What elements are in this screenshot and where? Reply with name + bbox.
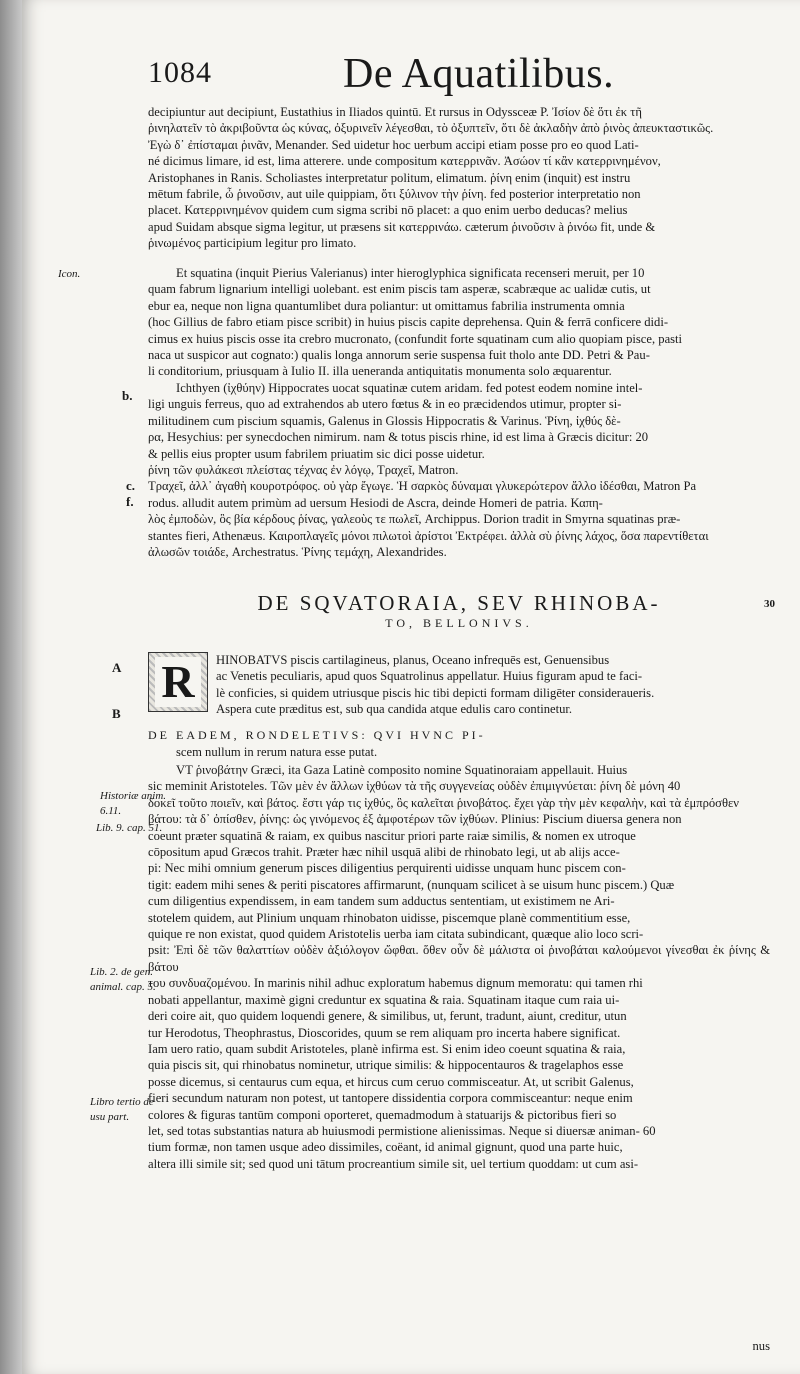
text-line: quia piscis sit, qui rhinobatus nominetur, utrique similis: & hippocentauros & tragelaphos esse (148, 1058, 624, 1073)
text-line: VT ῥινοβάτην Græci, ita Gaza Latinè composito nomine Squatinoraiam appellauit. Huius (176, 763, 628, 777)
text-line: colores & figuras tantūm componi oporteret, quemadmodum à statuarijs & pictoribus fieri so (148, 1107, 617, 1122)
text-line: Ἐγὼ δ᾽ ἐπίσταμαι ῥινᾶν, Menander. Sed uidetur hoc uerbum accipi etiam posse pro eo quod Lati- (148, 137, 639, 152)
text-line: ρα, Hesychius: per synecdochen nimirum. nam & totus piscis rhine, id est lima à Græcis dicitur: 20 (148, 430, 649, 445)
subsection-subheading: scem nullum in rerum natura esse putat. (176, 745, 378, 759)
subsection-heading: DE EADEM, RONDELETIVS: QVI HVNC PI- (148, 728, 486, 742)
margin-note-lib9: Lib. 9. cap. 51. (96, 822, 163, 834)
margin-note-historiae: Historiæ anim. (100, 790, 167, 802)
text-line: λὸς ἐμποδὼν, ὃς βία κέρδους ῥίνας, γαλεοὺς τε πωλεῖ, Archippus. Dorion tradit in Smyrna squatinas præ- (148, 512, 681, 527)
text-line: & pellis eius propter usum fabrilem priuatim sic dici posse uidetur. (148, 446, 485, 461)
text-line: militudinem cum piscium squamis, Galenus in Glossis Hippocratis & Varinus. Ῥίνη, ἰχθύς δὲ- (148, 413, 621, 428)
text-line: li conditorium, priusquam à Iulio II. illa ueneranda antiquitatis monumenta solo æquarentur. (148, 364, 612, 379)
text-line: Iam uero ratio, quam subdit Aristoteles, planè infirma est. Si enim ideo coeunt squatina & raia, (148, 1041, 626, 1056)
text-block-ichthyen (148, 380, 770, 560)
margin-letter-A: A (112, 660, 122, 675)
text-line: decipiuntur aut decipiunt, Eustathius in Iliados quintū. Et rursus in Odyssceæ P. Ἰσίον δὲ ὅτι ἐκ τῆ (148, 105, 642, 119)
text-line: apud Suidam absque sigma legitur, ut præsens sit κατερρινάω. cæterum ῥινοῦσιν à ῥινόω fit, unde & (148, 219, 656, 234)
text-line: cōpositum apud Græcos trahit. Præter hæc nihil usquā alibi de rhinobato legi, ut ab alijs acce- (148, 845, 620, 860)
text-line: ligi unguis ferreus, quo ad extrahendos ab utero fœtus & in eo præcidendos utimur, propter si- (148, 397, 622, 412)
margin-letter-b: b. (122, 388, 133, 403)
margin-letter-c: c. (126, 478, 136, 493)
book-spine-shadow (0, 0, 22, 1374)
text-line: Aspera cute præditus est, sub qua candida atque edulis caro continetur. (216, 702, 573, 717)
text-line: né dicimus limare, id est, lima atterere. unde compositum κατερρινᾶν. Ἀσώον τί κἂν κατερρινημένον, (148, 154, 661, 169)
text-line: ἀλωσῶν τοιάδε, Archestratus. Ῥίνης τεμάχη, Alexandrides. (148, 545, 447, 560)
text-line: stotelem quidem, aut Plinium unquam rhinobaton uidisse, piscemque planè commentitium esse, (148, 910, 631, 925)
text-line: ebur ea, neque non ligna quantumlibet dura poliantur: ut omittamus fabrilia instrumenta omnia (148, 298, 625, 313)
text-line: tigit: eadem mihi senes & periti piscatores affirmarunt, (nunquam scilicet à se uisum hunc piscem.) Quæ (148, 877, 675, 892)
section-subheading: TO, BELLONIVS. (385, 616, 533, 630)
text-line: quique re non existat, quod quidem Aristotelis uerba iam citata subindicant, quæque alio loco scri- (148, 927, 644, 942)
text-line: Ichthyen (ἰχθύην) Hippocrates uocat squatinæ cutem aridam. fed potest eodem nomine intel- (176, 381, 643, 395)
page-number: 1084 (148, 56, 212, 89)
section-heading: DE SQVATORAIA, SEV RHINOBA- (257, 591, 661, 615)
margin-note-icon: Icon. (58, 268, 81, 280)
text-line: (hoc Gillius de fabro etiam pisce scribit) in huius piscis capite deprehensa. Quin & ferrā conficere didi- (148, 315, 669, 330)
text-line: altera illi simile sit; sed quod uni tātum procreantium simile sit, uel tertium quoddam: ut cum asi- (148, 1156, 639, 1171)
text-line: stantes fieri, Athenæus. Καιροπλαγεῖς μόνοι πιλωτοὶ ἀρίστοι Ἐκτρέφει. ἀλλὰ σὺ ῥίνης λάχος, ὅσα παρεντίθεται (148, 528, 709, 543)
margin-note-libro: Libro tertio de (90, 1096, 154, 1108)
margin-letter-B: B (112, 706, 121, 721)
decorated-initial (148, 652, 208, 712)
text-line: psit: Ἐπὶ δὲ τῶν θαλαττίων οὐδὲν ἀξιόλογον ὤφθαι. ὅθεν οὖν δὲ μάλιστα οἱ ῥινοβάται καλούμενοι γίνεσθαι ἐκ ῥίνης & βάτου (148, 943, 770, 974)
margin-note-libro-2: usu part. (90, 1111, 130, 1123)
margin-note-lib2: Lib. 2. de gen. (90, 966, 153, 978)
text-line: mētum fabrile, ὦ ῥινοῦσιν, aut uile quippiam, ὅτι ξύλινον τὴν ῥίνη. fed posterior interpretatio non (148, 187, 641, 202)
text-line: lè conficies, si quidem utriusque piscis hic tibi depicti formam diligēter consideraueris. (216, 685, 655, 700)
text-line: βάτου: τὰ δ᾽ ὀπίσθεν, ῥίνης: ὡς γινόμενος ἐξ ἀμφοτέρων τῶν ἰχθύων. Plinius: Piscium diuersa genera non (148, 812, 682, 827)
text-line: posse dicemus, si centaurus cum equa, et hircus cum ceruo commisceatur. At, ut scribit Galenus, (148, 1074, 634, 1089)
margin-letter-f: f. (126, 494, 134, 509)
text-line: coeunt præter squatinā & raiam, ex quibus nascitur priori parte raiæ similis, & nomen ex utroque (148, 828, 636, 843)
text-line: fieri secundum naturam non potest, ut tantopere dissidentia corpora commisceantur: neque enim (148, 1091, 633, 1106)
text-block-rhinobatus (216, 652, 770, 718)
text-line: deri coire ait, quo quidem loquendi genere, & similibus, ut, ferunt, tradunt, aiunt, creditur, utun (148, 1009, 627, 1024)
decorated-initial-letter: R (155, 657, 200, 707)
text-line: placet. Κατερρινημένον quidem cum sigma scribi nō placet: a quo enim uerbo deducas? melius (148, 203, 628, 218)
text-line: tium formæ, non tamen usque adeo dissimiles, coëant, id animal gignunt, quod una parte huic, (148, 1140, 623, 1155)
running-title: De Aquatilibus. (343, 51, 615, 97)
text-line: naca ut suspicor aut cognato:) qualis longa annorum serie suspensa fuit tholo ante DD. Petri & Pau- (148, 348, 650, 363)
text-line: HINOBATVS piscis cartilagineus, planus, Oceano infrequēs est, Genuensibus (216, 653, 610, 667)
text-line: cum diligentius expendissem, in eam tandem sum adductus sententiam, ut existimem ne Ari- (148, 894, 615, 909)
page-header (148, 50, 748, 110)
text-block-eustathius (148, 104, 770, 252)
text-line: cimus ex huius piscis osse ita crebro mucronato, (confundit forte squatinam cum alio quopiam pisce, pasti (148, 331, 683, 346)
text-line: ac Venetis peculiaris, apud quos Squatrolinus appellatur. Huius figuram apud te faci- (216, 669, 643, 684)
text-line: tur Herodotus, Theophrastus, Dioscorides, quum se rem aliquam pro incerta habere significat. (148, 1025, 621, 1040)
text-block-rondeletius (148, 762, 770, 1172)
text-block-pierius (148, 265, 770, 380)
text-line: ῥίνη τῶν φυλάκεσι πλείστας τέχνας ἐν λόγῳ, Τραχεῖ, Matron. (148, 463, 459, 478)
text-line: Τραχεῖ, ἀλλ᾽ ἀγαθὴ κουροτρόφος. οὐ γὰρ ἔγωγε. Ἡ σαρκὸς δύναμαι γλυκερώτερον ἄλλο ἰδέσθαι, Matron Pa (148, 479, 697, 494)
text-line: quam fabrum lignarium intelligi uolebant. est enim piscis tam asperæ, scabræque ac ualidæ cutis, ut (148, 282, 651, 297)
text-line: ῥινωμένος participium legitur pro limato. (148, 236, 357, 251)
text-line: rodus. alludit autem primùm ad uersum Hesiodi de Ascra, deinde Homeri de patria. Καπη- (148, 495, 603, 510)
line-number-30: 30 (764, 598, 775, 610)
catchword: nus (752, 1339, 770, 1353)
margin-note-historiae-2: 6.11. (100, 805, 122, 817)
margin-note-lib2-2: animal. cap. 5. (90, 981, 156, 993)
text-line: let, sed totas substantias natura ab huiusmodi permistione alienissimas. Neque si diuersæ animan- 60 (148, 1123, 656, 1138)
text-line: δοκεῖ τοῦτο ποιεῖν, καὶ βάτος. ἔστι γάρ τις ἰχθύς, ὃς καλεῖται ῥινοβάτος. ἔχει γὰρ τὴν μὲν κεφαλὴν, καὶ τὰ ἐμπρόσθεν (148, 795, 739, 810)
text-line: ῥινηλατεῖν τὸ ἀκριβοῦντα ὡς κύνας, ὀξυρινεῖν λέγεσθαι, τὸ ὀξυπτεῖν, ὅτι δὲ ἀκλαδὴν ἀπὸ ῥινὸς ἀπευκταστικῶς. (148, 121, 714, 136)
text-line: Et squatina (inquit Pierius Valerianus) inter hieroglyphica significata recenseri meruit, per 10 (176, 266, 645, 280)
text-line: nobati appellantur, maximè gigni creduntur ex squatina & raia. Squatinam itaque cum raia ui- (148, 992, 620, 1007)
text-line: pi: Nec mihi omnium generum pisces diligentius perquirenti uidisse unquam hunc piscem con- (148, 861, 626, 876)
text-line: Aristophanes in Ranis. Scholiastes interpretatur politum, elimatum. ῥίνη enim (inquit) est instru (148, 170, 631, 185)
text-line: sic meminit Aristoteles. Τῶν μὲν ἐν ἄλλων ἰχθύων τὰ τῆς συγγενείας οὐδὲν ἐπιμιγνύεται: ῥίνη δὲ μόνη 40 (148, 779, 681, 794)
text-line: του συνδυαζομένου. In marinis nihil adhuc exploratum habemus dignum memoratu: qui tamen rhi (148, 976, 643, 991)
